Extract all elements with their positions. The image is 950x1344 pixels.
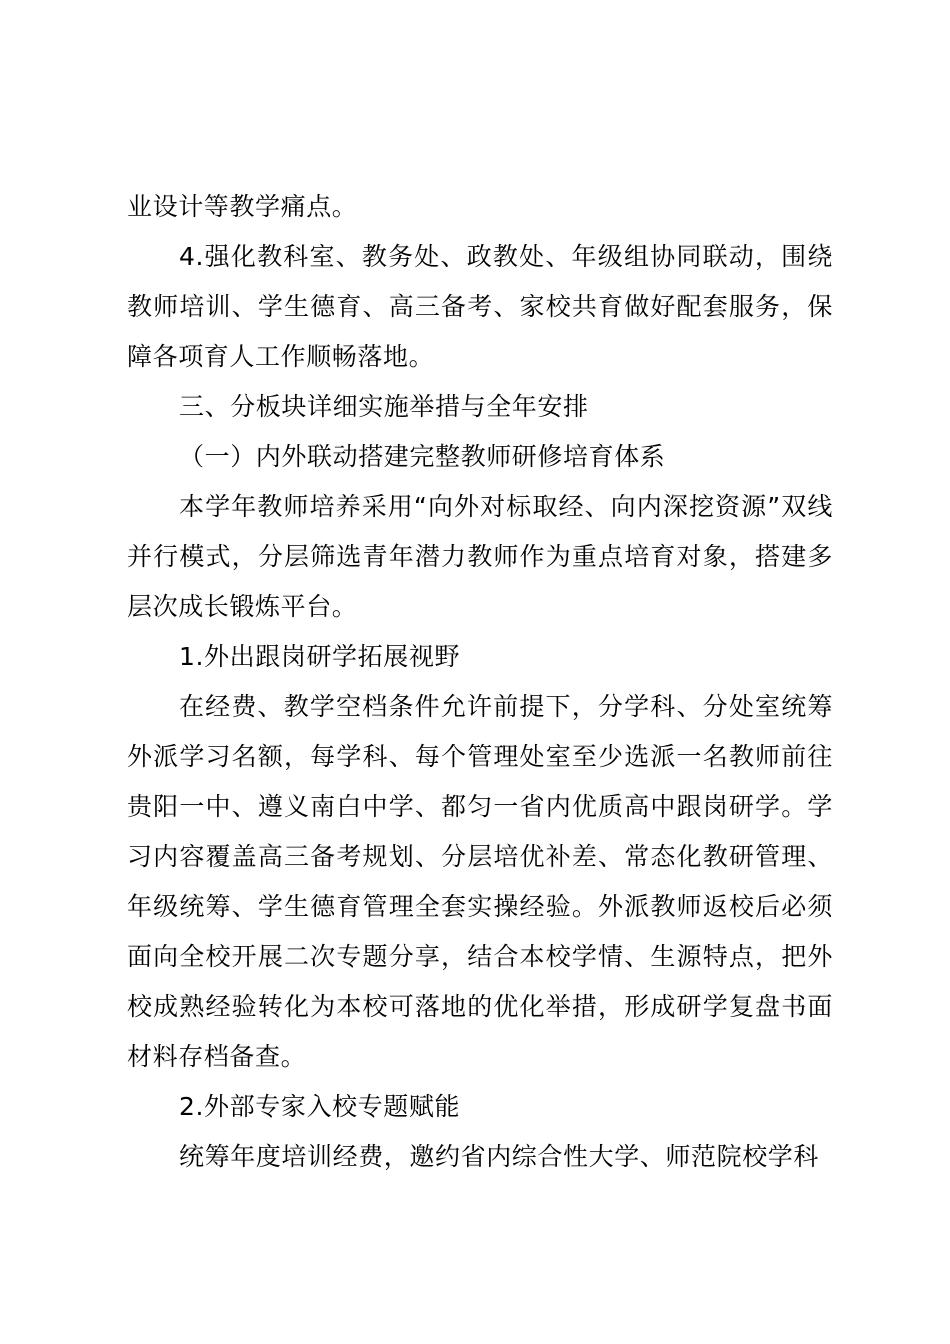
paragraph-intro: 本学年教师培养采用“向外对标取经、向内深挖资源”双线并行模式，分层筛选青年潜力教师作为重点培育对象，搭建多层次成长锻炼平台。 [127,492,833,621]
section-heading-3: 三、分板块详细实施举措与全年安排 [179,392,589,421]
paragraph-experts: 统筹年度培训经费，邀约省内综合性大学、师范院校学科 [179,1142,820,1171]
paragraph-item-4: 4.强化教科室、教务处、政教处、年级组协同联动，围绕教师培训、学生德育、高三备考、家校共育做好配套服务，保障各项育人工作顺畅落地。 [127,242,833,371]
item-heading-2: 2.外部专家入校专题赋能 [179,1092,461,1121]
paragraph-continuation: 业设计等教学痛点。 [127,192,358,221]
paragraph-study-visits: 在经费、教学空档条件允许前提下，分学科、分处室统筹外派学习名额，每学科、每个管理处室至少选派一名教师前往贵阳一中、遵义南白中学、都匀一省内优质高中跟岗研学。学习内容覆盖高三备考规划、分层培优补差、常态化教研管理、年级统筹、学生德育管理全套实操经验。外派教师返校后必须面向全校开展二次专题分享，结合本校学情、生源特点，把外校成熟经验转化为本校可落地的优化举措，形成研学复盘书面材料存档备查。 [127,692,833,1071]
item-heading-1: 1.外出跟岗研学拓展视野 [179,642,461,671]
document-body [127,182,833,1182]
subsection-heading-1: （一）内外联动搭建完整教师研修培育体系 [179,442,666,471]
